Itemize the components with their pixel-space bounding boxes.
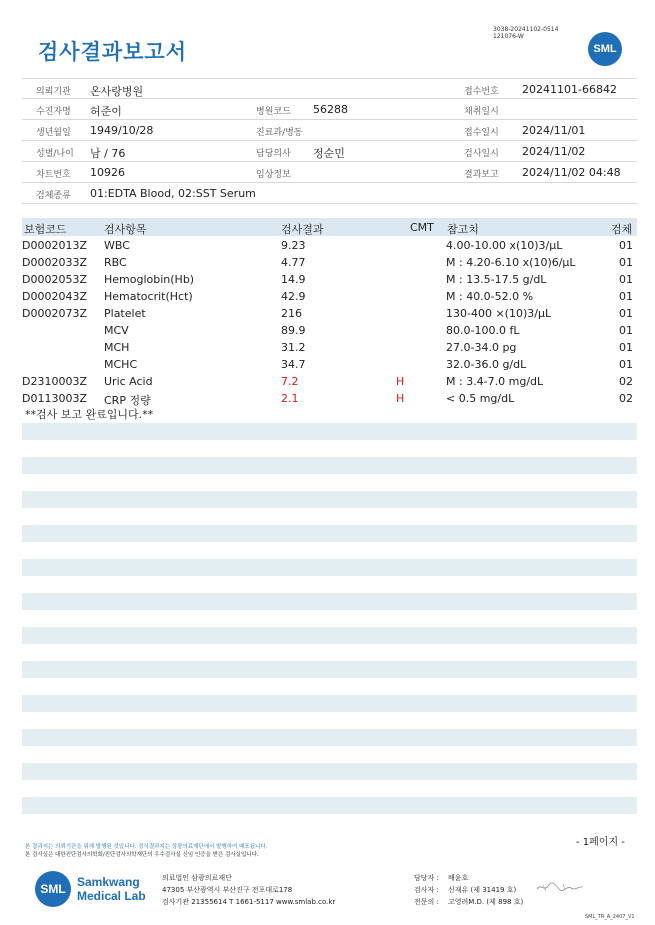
empty-row <box>22 593 637 610</box>
brand-name-line2: Medical Lab <box>77 889 146 903</box>
clinical-label: 임상정보 <box>256 170 291 180</box>
reference-range: M : 40.0-52.0 % <box>446 290 534 303</box>
col-result-header: 검사결과 <box>281 223 324 236</box>
test-item: RBC <box>104 256 127 269</box>
test-item: Uric Acid <box>104 375 153 388</box>
col-cmt-header: CMT <box>410 221 434 234</box>
specimen-code: 01 <box>619 358 633 371</box>
dept-label: 진료과/병동 <box>256 128 303 138</box>
empty-row <box>22 695 637 712</box>
sex-age-value: 남 / 76 <box>90 147 126 160</box>
reference-range: M : 4.20-6.10 x(10)6/µL <box>446 256 576 269</box>
tested-label: 검사일시 <box>464 149 499 159</box>
reference-range: 80.0-100.0 fL <box>446 324 520 337</box>
result-flag: H <box>396 392 405 405</box>
insurance-code: D0002073Z <box>22 307 87 320</box>
insurance-code: D2310003Z <box>22 375 87 388</box>
info-row-sex-age <box>22 141 637 162</box>
report-label: 결과보고 <box>464 170 499 180</box>
received-label: 접수일시 <box>464 128 499 138</box>
dob-value: 1949/10/28 <box>90 124 154 137</box>
test-item: MCV <box>104 324 129 337</box>
page-number: - 1페이지 - <box>576 837 625 848</box>
empty-row <box>22 763 637 780</box>
table-row <box>22 306 637 323</box>
recipient-label: 수진자명 <box>36 107 71 117</box>
doctor-label: 담당의사 <box>256 149 291 159</box>
footer-staff-block <box>414 872 523 908</box>
document-code-line1: 3038-20241102-0514 <box>493 26 559 33</box>
org-name: 의료법인 삼광의료재단 <box>162 874 232 882</box>
table-row <box>22 238 637 255</box>
empty-row <box>22 797 637 814</box>
recipient-value: 허준이 <box>90 105 122 118</box>
reference-range: < 0.5 mg/dL <box>446 392 515 405</box>
specimen-code: 01 <box>619 307 633 320</box>
empty-row <box>22 729 637 746</box>
specimen-value: 01:EDTA Blood, 02:SST Serum <box>90 187 256 200</box>
info-row-recipient <box>22 99 637 120</box>
col-item-header: 검사항목 <box>104 223 147 236</box>
specimen-label: 검체종류 <box>36 191 71 201</box>
test-item: CRP 정량 <box>104 394 151 407</box>
institution-value: 온사랑병원 <box>90 85 144 98</box>
test-result: 7.2 <box>281 375 299 388</box>
reference-range: 32.0-36.0 g/dL <box>446 358 527 371</box>
test-result: 31.2 <box>281 341 306 354</box>
form-code: SML_TR_A_2407_V1 <box>585 914 635 920</box>
specimen-code: 02 <box>619 375 633 388</box>
sex-age-label: 성별/나이 <box>36 149 74 159</box>
insurance-code: D0002043Z <box>22 290 87 303</box>
empty-row <box>22 525 637 542</box>
empty-row <box>22 491 637 508</box>
test-result: 34.7 <box>281 358 306 371</box>
hospital-code-label: 병원코드 <box>256 107 291 117</box>
receipt-no-label: 접수번호 <box>464 87 499 97</box>
empty-row <box>22 559 637 576</box>
staff-manager-label: 담당자 : <box>414 874 439 882</box>
chart-label: 차트번호 <box>36 170 71 180</box>
receipt-no-value: 20241101-66842 <box>522 83 617 96</box>
col-specimen-header: 검체 <box>611 223 633 236</box>
test-result: 9.23 <box>281 239 306 252</box>
test-result: 4.77 <box>281 256 306 269</box>
specimen-code: 01 <box>619 273 633 286</box>
table-row <box>22 255 637 272</box>
test-result: 14.9 <box>281 273 306 286</box>
disclaimer-note: 본 결과지는 의뢰기관을 위해 발행된 것입니다. 정식결과지는 삼광의료재단에서 발행하여 배포됩니다. <box>25 844 268 850</box>
table-row <box>22 374 637 391</box>
table-row <box>22 357 637 374</box>
staff-manager <box>414 872 523 884</box>
insurance-code: D0002053Z <box>22 273 87 286</box>
specimen-code: 01 <box>619 341 633 354</box>
col-reference-header: 참고치 <box>447 223 479 236</box>
chart-value: 10926 <box>90 166 125 179</box>
empty-row <box>22 423 637 440</box>
staff-tester-label: 검사자 : <box>414 886 439 894</box>
test-item: Platelet <box>104 307 146 320</box>
tested-value: 2024/11/02 <box>522 145 586 158</box>
test-result: 42.9 <box>281 290 306 303</box>
col-code-header: 보험코드 <box>24 223 67 236</box>
test-item: Hematocrit(Hct) <box>104 290 193 303</box>
test-result: 89.9 <box>281 324 306 337</box>
table-row <box>22 272 637 289</box>
staff-tester-value: 신재유 (제 31419 호) <box>448 886 517 894</box>
info-row-dob <box>22 120 637 141</box>
table-row <box>22 340 637 357</box>
specimen-code: 01 <box>619 324 633 337</box>
doctor-value: 정순민 <box>313 147 345 160</box>
staff-specialist-value: 고영려M.D. (제 898 호) <box>448 898 524 906</box>
certification-note: 본 검사실은 대한진단검사의학회/진단검사의학재단의 우수검사실 신임 인증을 받은 검사실입니다. <box>25 852 259 858</box>
staff-tester <box>414 884 523 896</box>
result-flag: H <box>396 375 405 388</box>
insurance-code: D0002013Z <box>22 239 87 252</box>
table-row <box>22 289 637 306</box>
empty-row <box>22 627 637 644</box>
specimen-code: 01 <box>619 239 633 252</box>
info-row-specimen <box>22 183 637 204</box>
empty-row <box>22 661 637 678</box>
empty-row <box>22 457 637 474</box>
footer-sml-logo: SML <box>35 871 71 907</box>
specimen-code: 01 <box>619 256 633 269</box>
report-title: 검사결과보고서 <box>38 40 188 64</box>
footer-address-block <box>162 872 335 908</box>
test-result: 216 <box>281 307 302 320</box>
org-contact: 검사기관 21355614 T 1661-5117 www.smlab.co.kr <box>162 898 336 906</box>
reference-range: 27.0-34.0 pg <box>446 341 517 354</box>
received-value: 2024/11/01 <box>522 124 586 137</box>
test-item: MCHC <box>104 358 138 371</box>
tester-signature <box>535 880 585 894</box>
reference-range: 4.00-10.00 x(10)3/µL <box>446 239 563 252</box>
table-row <box>22 323 637 340</box>
reference-range: M : 13.5-17.5 g/dL <box>446 273 547 286</box>
info-row-chart <box>22 162 637 183</box>
reference-range: M : 3.4-7.0 mg/dL <box>446 375 544 388</box>
specimen-code: 02 <box>619 392 633 405</box>
test-item: Hemoglobin(Hb) <box>104 273 195 286</box>
results-table-header <box>22 218 637 236</box>
document-code <box>493 26 558 40</box>
collection-label: 채취일시 <box>464 107 499 117</box>
document-code-line2: 121076-W <box>493 33 524 40</box>
institution-label: 의뢰기관 <box>36 87 71 97</box>
hospital-code-value: 56288 <box>313 103 348 116</box>
staff-specialist <box>414 896 523 908</box>
report-value: 2024/11/02 04:48 <box>522 166 621 179</box>
insurance-code: D0002033Z <box>22 256 87 269</box>
brand-name-line1: Samkwang <box>77 875 140 889</box>
sml-logo: SML <box>588 32 622 66</box>
insurance-code: D0113003Z <box>22 392 87 405</box>
brand-name <box>77 875 146 903</box>
staff-specialist-label: 전문의 : <box>414 898 439 906</box>
reference-range: 130-400 ×(10)3/µL <box>446 307 552 320</box>
dob-label: 생년월일 <box>36 128 71 138</box>
org-address: 47305 부산광역시 부산진구 전포대로178 <box>162 886 293 894</box>
staff-manager-value: 배윤호 <box>448 874 469 882</box>
test-item: WBC <box>104 239 130 252</box>
specimen-code: 01 <box>619 290 633 303</box>
test-result: 2.1 <box>281 392 299 405</box>
test-item: MCH <box>104 341 130 354</box>
info-row-institution <box>22 78 637 99</box>
report-complete-note: **검사 보고 완료입니다.** <box>25 408 154 421</box>
